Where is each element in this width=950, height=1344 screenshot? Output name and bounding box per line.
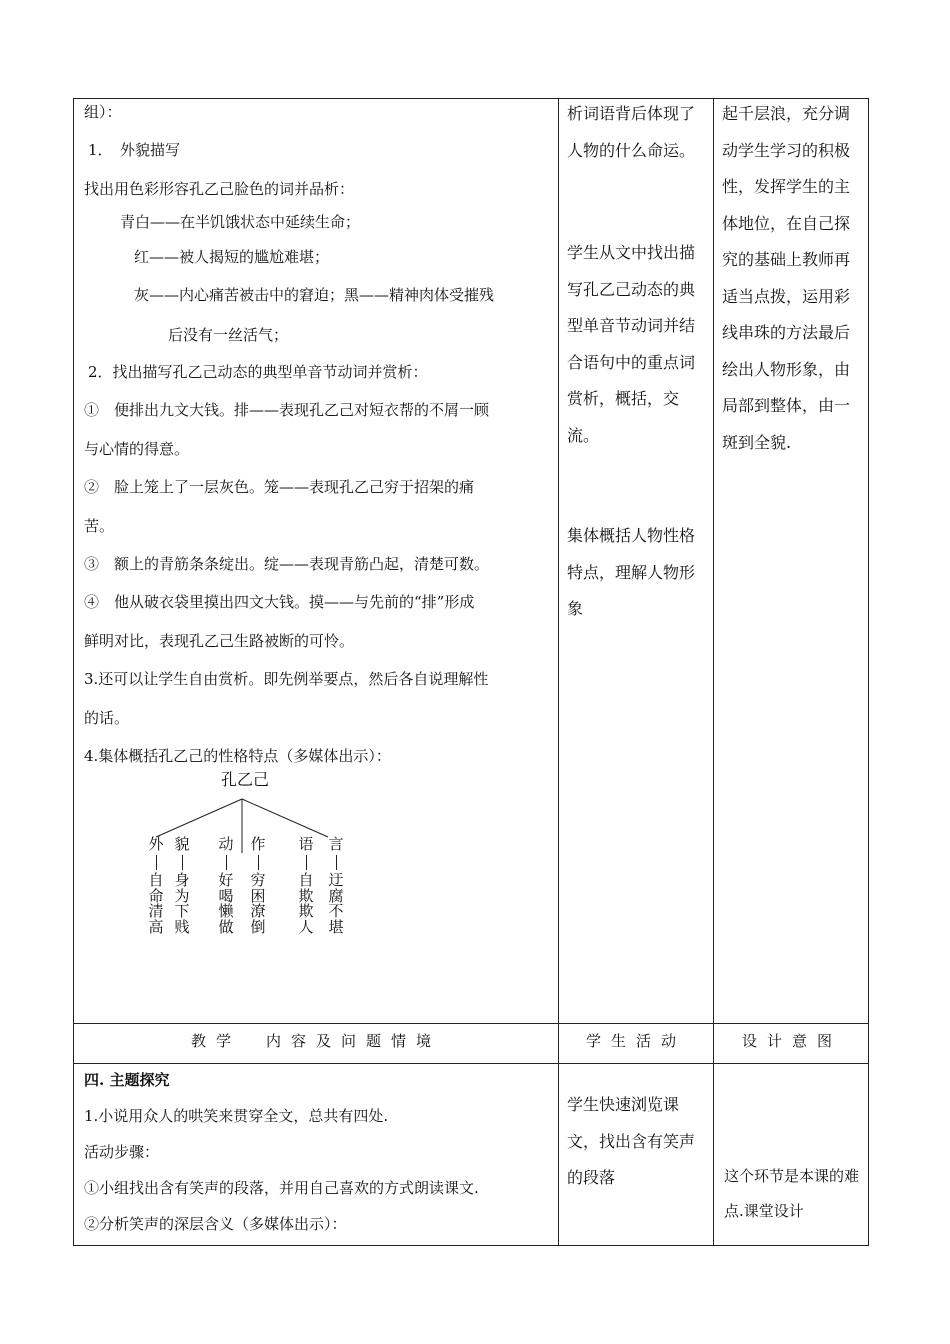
content-line: ① 便排出九文大钱。排——表现孔乙己对短衣帮的不屑一顾 (84, 401, 490, 419)
content-line: ④ 他从破衣袋里摸出四文大钱。摸——与先前的“排”形成 (84, 593, 475, 611)
content-line: ①小组找出含有笑声的段落，并用自己喜欢的方式朗读课文. (84, 1179, 479, 1197)
diagram-aspect-label: 作 (250, 835, 266, 853)
diagram-trait-label: 穷 困 潦 倒 (250, 871, 266, 936)
lesson-table (73, 98, 869, 1246)
header-activity: 学生活动 (585, 1032, 686, 1050)
content-line: 2．找出描写孔乙己动态的典型单音节动词并赏析： (88, 363, 428, 381)
content-line: 组）： (84, 103, 122, 121)
diagram-trait-label: 自 欺 欺 人 (298, 871, 314, 936)
content-line: 鲜明对比，表现孔乙己生路被断的可怜。 (84, 632, 355, 650)
diagram-dash (328, 855, 344, 871)
intent-text: 这个环节是本课的难点.课堂设计 (724, 1167, 860, 1220)
column-divider (713, 99, 714, 1246)
content-line: 4.集体概括孔乙己的性格特点（多媒体出示）： (84, 747, 391, 765)
diagram-dash (218, 855, 234, 871)
diagram-aspect-label: 动 (218, 835, 234, 853)
content-line: 红——被人揭短的尴尬难堪； (134, 248, 330, 266)
content-line: 的话。 (84, 709, 130, 727)
header-intent: 设计意图 (741, 1032, 842, 1050)
activity-text: 学生快速浏览课文，找出含有笑声的段落 (567, 1095, 696, 1187)
design-intent-cell (724, 1159, 864, 1229)
content-line: ②分析笑声的深层含义（多媒体出示）： (84, 1215, 347, 1233)
student-activity-cell (567, 96, 707, 628)
activity-text: 析词语背后体现了人物的什么命运。 (567, 104, 696, 160)
content-line: 后没有一丝活气； (168, 326, 289, 344)
diagram-dash (174, 855, 190, 871)
diagram-dash (250, 855, 266, 871)
content-line: 活动步骤： (84, 1143, 160, 1161)
content-line: ② 脸上笼上了一层灰色。笼——表现孔乙己穷于招架的痛 (84, 478, 475, 496)
diagram-aspect-label: 语 (298, 835, 314, 853)
column-divider (558, 99, 559, 1246)
activity-text: 学生从文中找出描写孔乙己动态的典型单音节动词并结合语句中的重点词赏析，概括，交流。 (567, 243, 696, 445)
diagram-aspect-label: 言 (328, 835, 344, 853)
diagram-dash (148, 855, 164, 871)
diagram-trait-label: 好 喝 懒 做 (218, 871, 234, 936)
diagram-aspect-label: 外 (148, 835, 164, 853)
content-line: 苦。 (84, 517, 115, 535)
content-line: 与心情的得意。 (84, 440, 190, 458)
header-content: 教学 内容及问题情境 (190, 1032, 441, 1050)
content-line: 1． 外貌描写 (88, 141, 181, 159)
content-line: 1.小说用众人的哄笑来贯穿全文，总共有四处. (84, 1107, 389, 1125)
section-title: 四. 主题探究 (84, 1071, 170, 1089)
diagram-trait-label: 自 命 清 高 (148, 871, 164, 936)
diagram-dash (298, 855, 314, 871)
row-divider (74, 1063, 868, 1064)
diagram-root: 孔乙己 (221, 770, 270, 789)
content-line: 找出用色彩形容孔乙己脸色的词并品析： (84, 180, 355, 198)
content-line: 青白——在半饥饿状态中延续生命； (120, 213, 361, 231)
content-line: 3.还可以让学生自由赏析。即先例举要点，然后各自说理解性 (84, 670, 489, 688)
content-line: ③ 额上的青筋条条绽出。绽——表现青筋凸起，清楚可数。 (84, 555, 490, 573)
diagram-aspect-label: 貌 (174, 835, 190, 853)
activity-text: 集体概括人物性格特点，理解人物形象 (567, 526, 696, 618)
character-trait-diagram (132, 767, 432, 947)
diagram-trait-label: 迂 腐 不 堪 (328, 871, 344, 936)
intent-text: 起千层浪，充分调动学生学习的积极性，发挥学生的主体地位，在自己探究的基础上教师再适当点拨，运用彩线串珠的方法最后绘出人物形象，由局部到整体，由一斑到全貌. (722, 104, 851, 452)
diagram-trait-label: 身 为 下 贱 (174, 871, 190, 936)
row-divider (74, 1023, 868, 1024)
student-activity-cell (567, 1087, 707, 1197)
content-line: 灰——内心痛苦被击中的窘迫；黑——精神肉体受摧残 (134, 286, 495, 304)
design-intent-cell (722, 96, 862, 461)
